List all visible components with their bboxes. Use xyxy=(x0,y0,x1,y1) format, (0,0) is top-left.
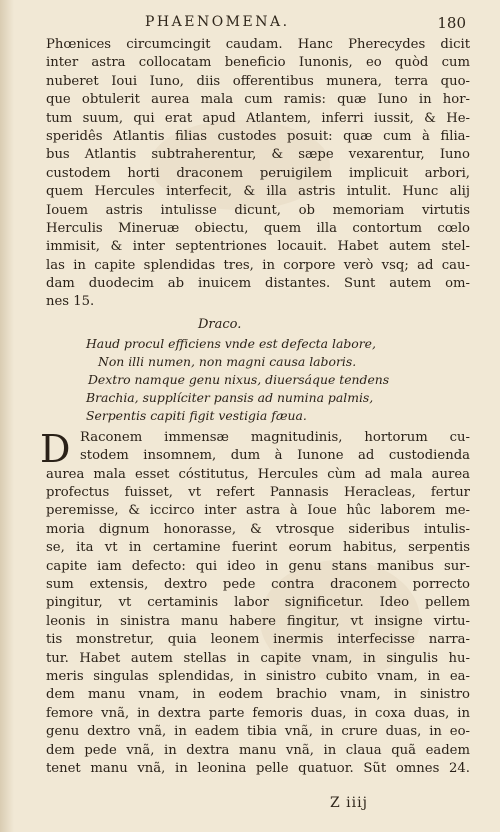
text-line: Iouem astris intulisse dicunt, ob memoriam virtutis xyxy=(46,202,470,218)
text-line: stodem insomnem, dum à Iunone ad custodienda xyxy=(80,448,470,464)
text-line: Herculis Mineruæ obiectu, quem illa contortum cœlo xyxy=(46,220,470,236)
text-line: genu dextro vnã, in eadem tibia vnã, in crure duas, in eo- xyxy=(46,724,470,740)
page-number: 180 xyxy=(437,14,466,32)
text-line: femore vnã, in dextra parte femoris duas, in coxa duas, in xyxy=(46,705,470,721)
passage-two xyxy=(40,426,470,778)
text-line: se, ita vt in certamine fuerint eorum habitus, serpentis xyxy=(46,540,470,556)
verse-line: Non illi numen, non magni causa laboris. xyxy=(98,353,357,369)
text-line: quem Hercules interfecit, & illa astris intulit. Hunc alij xyxy=(46,184,470,200)
text-line: las in capite splendidas tres, in corpore verò vsq; ad cau- xyxy=(46,257,470,273)
text-line: nuberet Ioui Iuno, diis offerentibus munera, terra quo- xyxy=(46,73,470,89)
text-line: pingitur, vt certaminis labor significetur. Ideo pellem xyxy=(46,595,470,611)
text-line: nes 15. xyxy=(46,294,95,310)
text-line: capite iam defecto: qui ideo in genu stans manibus sur- xyxy=(46,558,470,574)
text-line: dem pede vnã, in dextra manu vnã, in claua quã eadem xyxy=(46,742,470,758)
text-line: que obtulerit aurea mala cum ramis: quæ Iuno in hor- xyxy=(46,92,470,108)
passage-one xyxy=(46,36,470,312)
verse-line: Dextro namque genu nixus, diuersáque tendens xyxy=(88,371,390,387)
text-line: custodem horti draconem peruigilem implicuit arbori, xyxy=(46,165,470,181)
text-line: Phœnices circumcingit caudam. Hanc Pherecydes dicit xyxy=(46,37,470,52)
text-line: Raconem immensæ magnitudinis, hortorum cu- xyxy=(80,429,470,445)
text-line: tur. Habet autem stellas in capite vnam, in singulis hu- xyxy=(46,650,470,666)
signature-mark: Z iiij xyxy=(330,795,368,811)
text-line: bus Atlantis subtraherentur, & sæpe vexarentur, Iuno xyxy=(46,147,470,163)
page-text xyxy=(40,36,470,778)
text-line: moria dignum honorasse, & vtrosque sideribus intulis- xyxy=(46,521,470,537)
text-line: dem manu vnam, in eodem brachio vnam, in sinistro xyxy=(46,687,470,703)
page-gutter-shadow xyxy=(0,0,14,832)
text-line: meris singulas splendidas, in sinistro cubito vnam, in ea- xyxy=(46,668,470,684)
verse-block xyxy=(46,314,470,425)
verse-line: Serpentis capiti figit vestigia fæua. xyxy=(86,407,307,423)
verse-title: Draco. xyxy=(198,316,242,332)
running-head: PHAENOMENA. xyxy=(145,14,290,30)
text-line: profectus fuisset, vt refert Pannasis Heracleas, fertur xyxy=(46,485,470,501)
text-line: sum extensis, dextro pede contra draconem porrecto xyxy=(46,576,470,592)
text-line: speridês Atlantis filias custodes posuit: quæ cum à filia- xyxy=(46,128,470,144)
text-line: leonis in sinistra manu habere fingitur, vt insigne virtu- xyxy=(46,613,470,629)
text-line: dam duodecim ab inuicem distantes. Sunt autem om- xyxy=(46,276,470,292)
text-line: tum suum, qui erat apud Atlantem, inferri iussit, & He- xyxy=(46,110,470,126)
drop-cap: D xyxy=(40,426,71,471)
page-header xyxy=(40,14,466,36)
text-line: aurea mala esset cóstitutus, Hercules cùm ad mala aurea xyxy=(46,466,470,482)
verse-line: Haud procul efficiens vnde est defecta labore, xyxy=(86,335,376,351)
text-line: inter astra collocatam beneficio Iunonis, eo quòd cum xyxy=(46,55,470,71)
text-line: tenet manu vnã, in leonina pelle quatuor. Sũt omnes 24. xyxy=(46,760,470,776)
text-line: tis monstretur, quia leonem inermis interfecisse narra- xyxy=(46,632,470,648)
text-line: immisit, & inter septentriones locauit. Habet autem stel- xyxy=(46,239,470,255)
text-line: peremisse, & iccirco inter astra à Ioue hûc laborem me- xyxy=(46,503,470,519)
verse-line: Brachia, supplíciter pansis ad numina palmis, xyxy=(86,389,374,405)
